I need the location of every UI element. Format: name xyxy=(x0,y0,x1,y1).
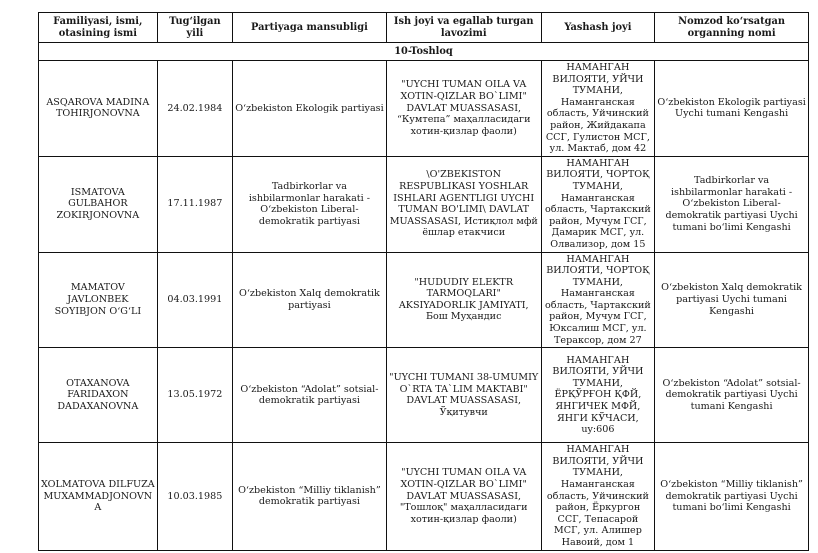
cell-nominating-body: O‘zbekiston “Adolat” sotsial-demokratik partiyasi Uychi tumani Kengashi xyxy=(655,348,809,443)
cell-party: Tadbirkorlar va ishbilarmonlar harakati - O‘zbekiston Liberal-demokratik partiyasi xyxy=(233,156,387,252)
table-row xyxy=(39,156,809,252)
cell-residence: НАМАНГАН ВИЛОЯТИ, УЙЧИ ТУМАНИ, Наманганская область, Уйчинский район, Жийдакапа ССГ, Гулистон МСГ, ул. Мактаб, дом 42 xyxy=(541,61,655,157)
cell-birth-date: 13.05.1972 xyxy=(157,348,232,443)
cell-residence: НАМАНГАН ВИЛОЯТИ, ЧОРТОҚ ТУМАНИ, Наманганская область, Чартакский район, Мучум ГСГ, Дамарик МСГ, ул. Олвализор, дом 15 xyxy=(541,156,655,252)
cell-full-name: MAMATOV JAVLONBEK SOYIBJON O‘G‘LI xyxy=(39,252,158,348)
table-row xyxy=(39,252,809,348)
cell-full-name: OTAXANOVA FARIDAXON DADAXANOVNA xyxy=(39,348,158,443)
cell-residence: НАМАНГАН ВИЛОЯТИ, ЧОРТОҚ ТУМАНИ, Наманганская область, Чартакский район, Мучум ГСГ, Юксалиш МСГ, ул. Тераксор, дом 27 xyxy=(541,252,655,348)
header-workplace: Ish joyi va egallab turgan lavozimi xyxy=(386,13,541,43)
header-full-name: Familiyasi, ismi, otasining ismi xyxy=(39,13,158,43)
cell-workplace: "HUDUDIY ELEKTR TARMOQLARI" AKSIYADORLIK JAMIYATI, Бош Муҳандис xyxy=(386,252,541,348)
table-row xyxy=(39,443,809,550)
cell-full-name: XOLMATOVA DILFUZA MUXAMMADJONOVNA xyxy=(39,443,158,550)
cell-full-name: ISMATOVA GULBAHOR ZOKIRJONOVNA xyxy=(39,156,158,252)
cell-full-name: ASQAROVA MADINA TOHIRJONOVNA xyxy=(39,61,158,157)
cell-workplace: \O'ZBEKISTON RESPUBLIKASI YOSHLAR ISHLARI AGENTLIGI UYCHI TUMAN BO'LIMI\ DAVLAT MUASSASASI, Истиқлол мфй ёшлар етакчиси xyxy=(386,156,541,252)
cell-birth-date: 17.11.1987 xyxy=(157,156,232,252)
cell-nominating-body: O‘zbekiston Ekologik partiyasi Uychi tumani Kengashi xyxy=(655,61,809,157)
cell-party: O‘zbekiston Ekologik partiyasi xyxy=(233,61,387,157)
cell-birth-date: 24.02.1984 xyxy=(157,61,232,157)
table-row xyxy=(39,61,809,157)
cell-birth-date: 10.03.1985 xyxy=(157,443,232,550)
cell-party: O‘zbekiston “Milliy tiklanish” demokratik partiyasi xyxy=(233,443,387,550)
cell-party: O‘zbekiston “Adolat” sotsial-demokratik partiyasi xyxy=(233,348,387,443)
section-title: 10-Toshloq xyxy=(39,43,809,61)
cell-residence: НАМАНГАН ВИЛОЯТИ, УЙЧИ ТУМАНИ, Наманганская область, Уйчинский район, Ёркургон ССГ, Тепасарой МСГ, ул. Алишер Навоий, дом 1 xyxy=(541,443,655,550)
header-residence: Yashash joyi xyxy=(541,13,655,43)
header-nominating-body: Nomzod ko‘rsatgan organning nomi xyxy=(655,13,809,43)
cell-birth-date: 04.03.1991 xyxy=(157,252,232,348)
cell-workplace: "UYCHI TUMANI 38-UMUMIY O`RTA TA`LIM MAKTABI" DAVLAT MUASSASASI, Ўқитувчи xyxy=(386,348,541,443)
table-row xyxy=(39,348,809,443)
header-row xyxy=(39,13,809,43)
candidates-table xyxy=(38,12,809,551)
candidate-document xyxy=(38,12,809,551)
header-party: Partiyaga mansubligi xyxy=(233,13,387,43)
cell-workplace: "UYCHI TUMAN OILA VA XOTIN-QIZLAR BO`LIMI" DAVLAT MUASSASASI, "Тошлоқ" маҳалласидаги хотин-қизлар фаоли) xyxy=(386,443,541,550)
cell-nominating-body: O‘zbekiston Xalq demokratik partiyasi Uychi tumani Kengashi xyxy=(655,252,809,348)
cell-workplace: "UYCHI TUMAN OILA VA XOTIN-QIZLAR BO`LIMI" DAVLAT MUASSASASI, “Кумтепа” маҳалласидаги хотин-қизлар фаоли) xyxy=(386,61,541,157)
cell-nominating-body: Tadbirkorlar va ishbilarmonlar harakati - O‘zbekiston Liberal-demokratik partiyasi Uychi tumani bo‘limi Kengashi xyxy=(655,156,809,252)
cell-party: O‘zbekiston Xalq demokratik partiyasi xyxy=(233,252,387,348)
section-row xyxy=(39,43,809,61)
cell-residence: НАМАНГАН ВИЛОЯТИ, УЙЧИ ТУМАНИ, ЁРҚЎРҒОН ҚФЙ, ЯНГИЧЕК МФЙ, ЯНГИ КЎЧАСИ, uy:606 xyxy=(541,348,655,443)
cell-nominating-body: O‘zbekiston “Milliy tiklanish” demokratik partiyasi Uychi tumani bo‘limi Kengashi xyxy=(655,443,809,550)
header-birth-date: Tug‘ilgan yili xyxy=(157,13,232,43)
